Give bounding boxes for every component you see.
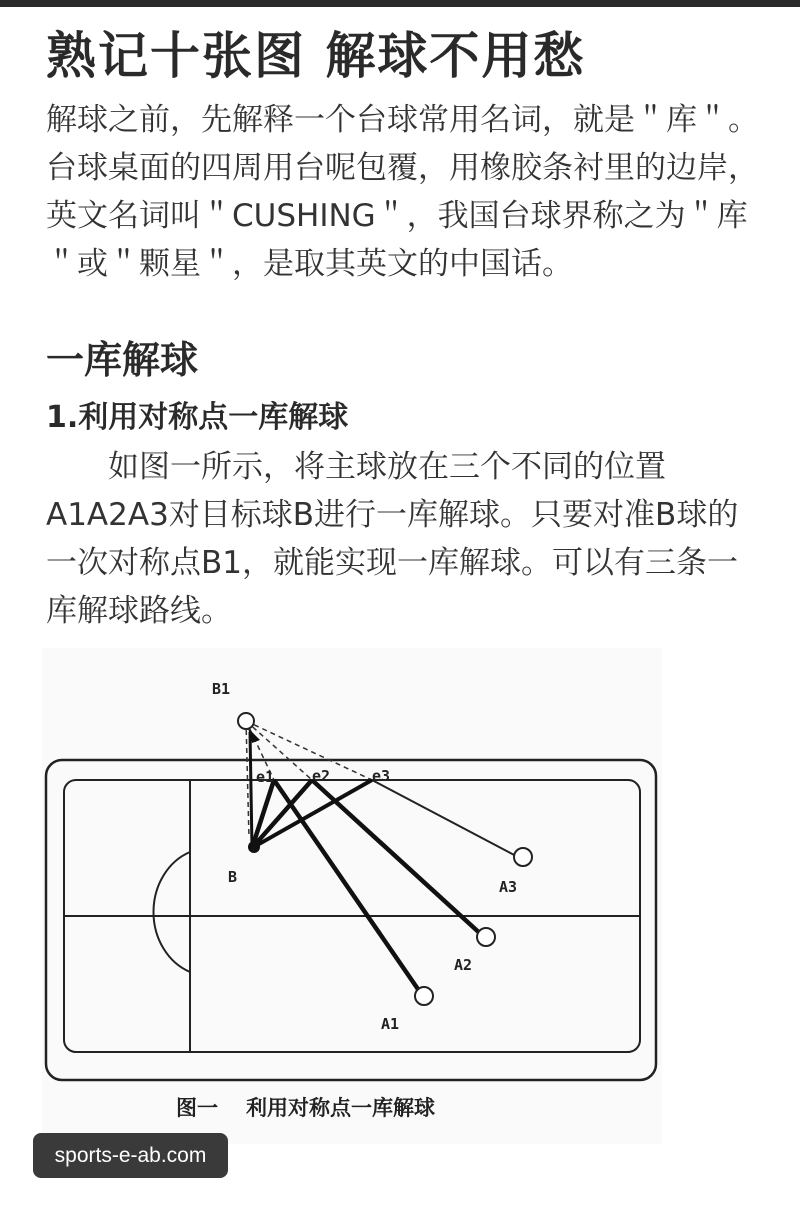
ball-a1 <box>415 987 433 1005</box>
figure-caption-number: 图一 <box>176 1096 218 1120</box>
label-b1: B1 <box>212 680 231 698</box>
body-paragraph: 如图一所示，将主球放在三个不同的位置A1A2A3对目标球B进行一库解球。只要对准B球的一次对称点B1，就能实现一库解球。可以有三条一库解球路线。 <box>46 449 739 629</box>
label-b: B <box>228 868 238 886</box>
path-b-to-b1 <box>250 732 252 848</box>
ball-b <box>248 841 260 853</box>
baulk-d <box>153 852 190 972</box>
figure-one <box>42 648 662 1144</box>
table-diagram <box>42 648 662 1144</box>
page-title: 熟记十张图 解球不用愁 <box>46 27 586 85</box>
ball-b1 <box>238 713 254 729</box>
label-e2: e2 <box>312 767 331 785</box>
ball-a3 <box>514 848 532 866</box>
label-e1: e1 <box>256 768 275 786</box>
subsection-heading: 1.利用对称点一库解球 <box>46 400 349 435</box>
path-a2-to-e2 <box>312 780 484 937</box>
site-watermark: sports-e-ab.com <box>33 1133 228 1178</box>
label-e3: e3 <box>372 767 391 785</box>
figure-caption-text: 利用对称点一库解球 <box>246 1096 435 1120</box>
figure-caption <box>176 1092 463 1122</box>
table-outer-rail <box>46 760 656 1080</box>
top-status-bar <box>0 0 800 7</box>
intro-paragraph: 解球之前，先解释一个台球常用名词，就是＂库＂。台球桌面的四周用台呢包覆，用橡胶条衬里的边岸，英文名词叫＂CUSHING＂，我国台球界称之为＂库＂或＂颗星＂，是取其英文的中国话。 <box>46 102 759 282</box>
section-heading: 一库解球 <box>46 338 199 382</box>
path-a3-to-e3 <box>372 780 518 857</box>
label-a1: A1 <box>381 1015 400 1033</box>
label-a2: A2 <box>454 956 473 974</box>
label-a3: A3 <box>499 878 518 896</box>
ball-a2 <box>477 928 495 946</box>
